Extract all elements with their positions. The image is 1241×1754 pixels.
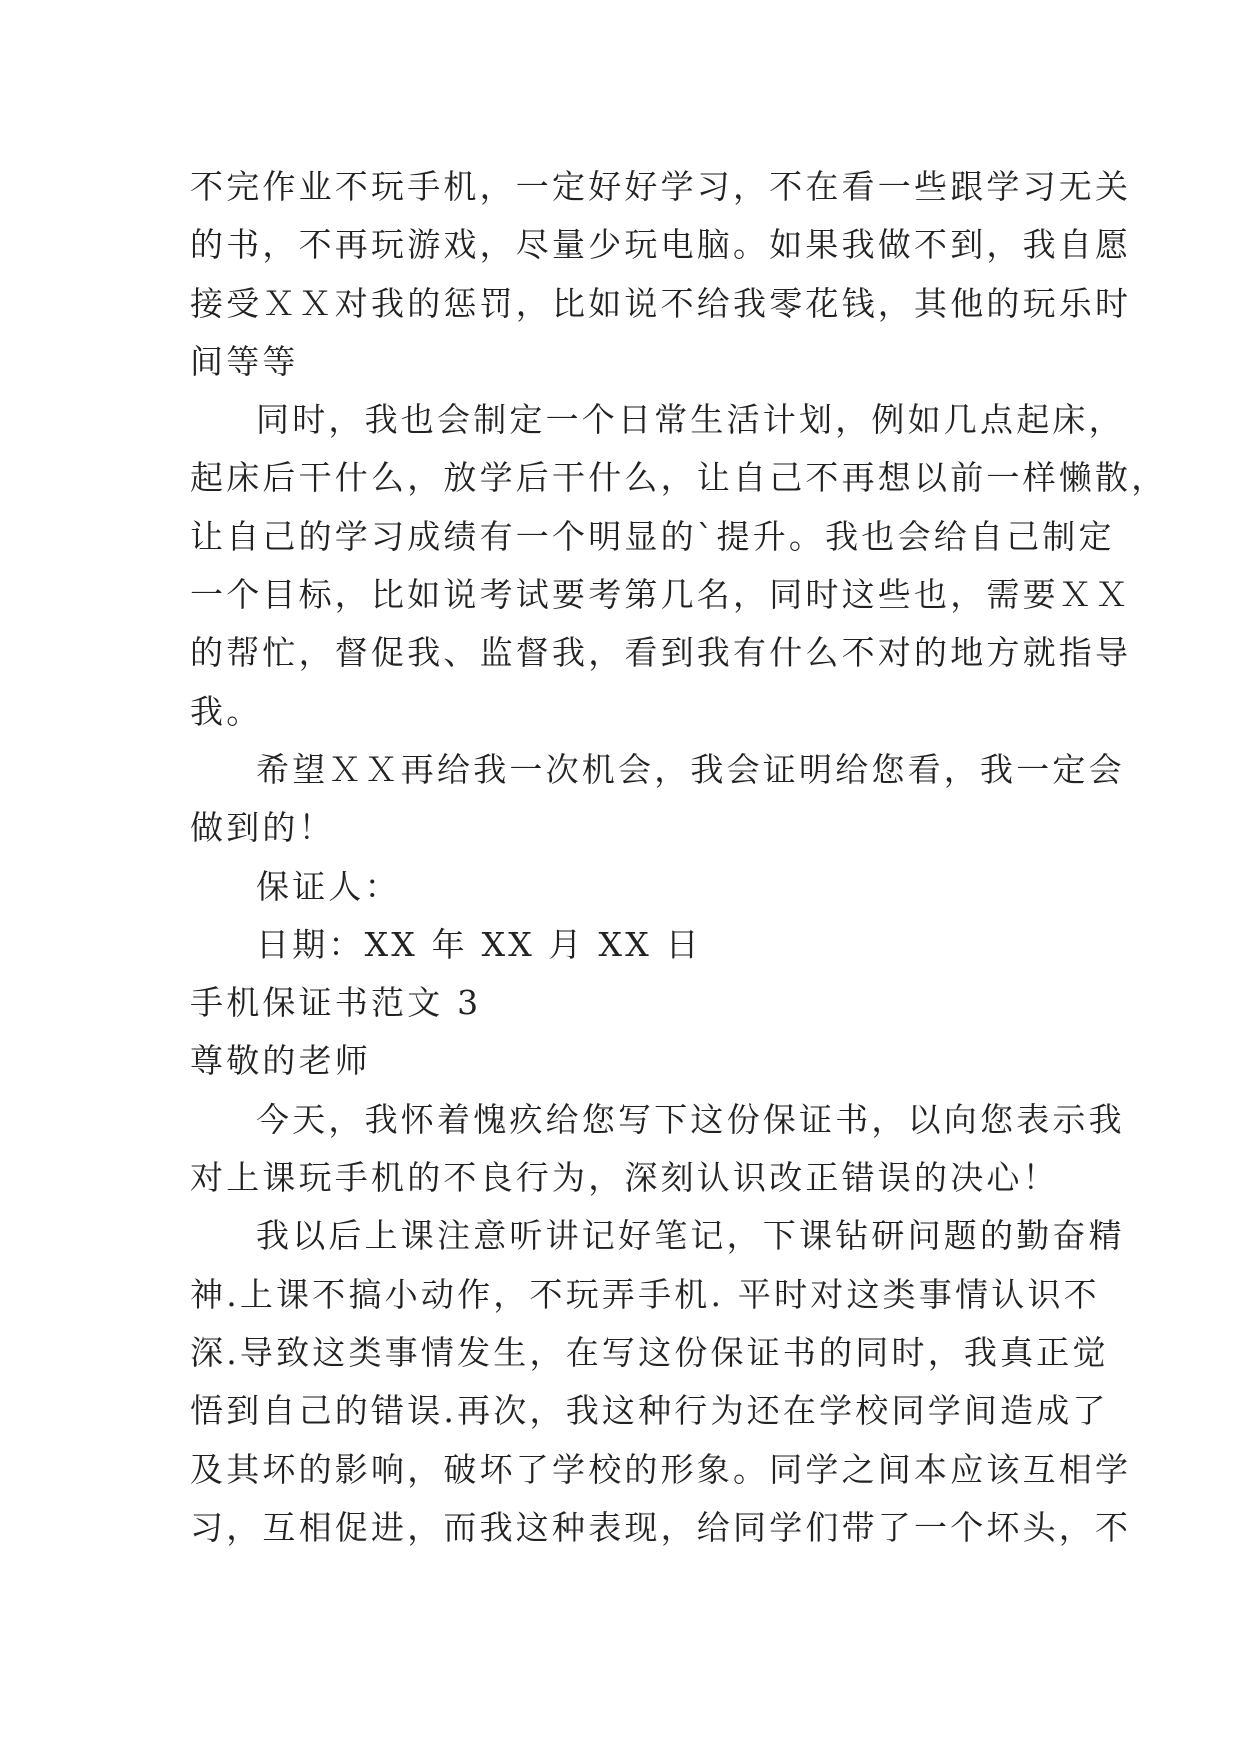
salutation: 尊敬的老师 [190, 1041, 371, 1081]
date-line: 日期：XX 年 XX 月 XX 日 [256, 924, 702, 964]
guarantor-label: 保证人： [256, 866, 401, 906]
text-line: 我。 [190, 691, 263, 731]
text-line: 深.导致这类事情发生，在写这份保证书的同时，我真正觉 [190, 1332, 1109, 1372]
text-line: 起床后干什么，放学后干什么，让自己不再想以前一样懒散， [190, 458, 1168, 498]
text-line: 习，互相促进，而我这种表现，给同学们带了一个坏头，不 [190, 1507, 1132, 1547]
text-line: 不完作业不玩手机，一定好好学习，不在看一些跟学习无关 [190, 167, 1132, 206]
text-line: 的帮忙，督促我、监督我，看到我有什么不对的地方就指导 [190, 633, 1132, 673]
text-line: 悟到自己的错误.再次，我这种行为还在学校同学间造成了 [190, 1391, 1109, 1431]
text-line: 一个目标，比如说考试要考第几名，同时这些也，需要ＸＸ [190, 575, 1132, 615]
text-line: 接受ＸＸ对我的惩罚，比如说不给我零花钱，其他的玩乐时 [190, 283, 1132, 323]
text-line: 对上课玩手机的不良行为，深刻认识改正错误的决心！ [190, 1158, 1059, 1198]
text-line: 及其坏的影响，破坏了学校的形象。同学之间本应该互相学 [190, 1449, 1132, 1489]
text-line: 同时，我也会制定一个日常生活计划，例如几点起床， [256, 400, 1125, 440]
text-line: 今天，我怀着愧疚给您写下这份保证书，以向您表示我 [256, 1099, 1125, 1139]
text-line: 的书，不再玩游戏，尽量少玩电脑。如果我做不到，我自愿 [190, 225, 1132, 265]
text-line: 做到的！ [190, 808, 335, 848]
section-title: 手机保证书范文 3 [190, 983, 482, 1023]
document-body [190, 158, 1168, 1557]
text-line: 神.上课不搞小动作，不玩弄手机. 平时对这类事情认识不 [190, 1274, 1100, 1314]
text-line: 让自己的学习成绩有一个明显的`提升。我也会给自己制定 [190, 516, 1115, 556]
text-line: 希望ＸＸ再给我一次机会，我会证明给您看，我一定会 [256, 749, 1125, 789]
text-line: 我以后上课注意听讲记好笔记，下课钻研问题的勤奋精 [256, 1216, 1125, 1256]
text-line: 间等等 [190, 341, 299, 381]
